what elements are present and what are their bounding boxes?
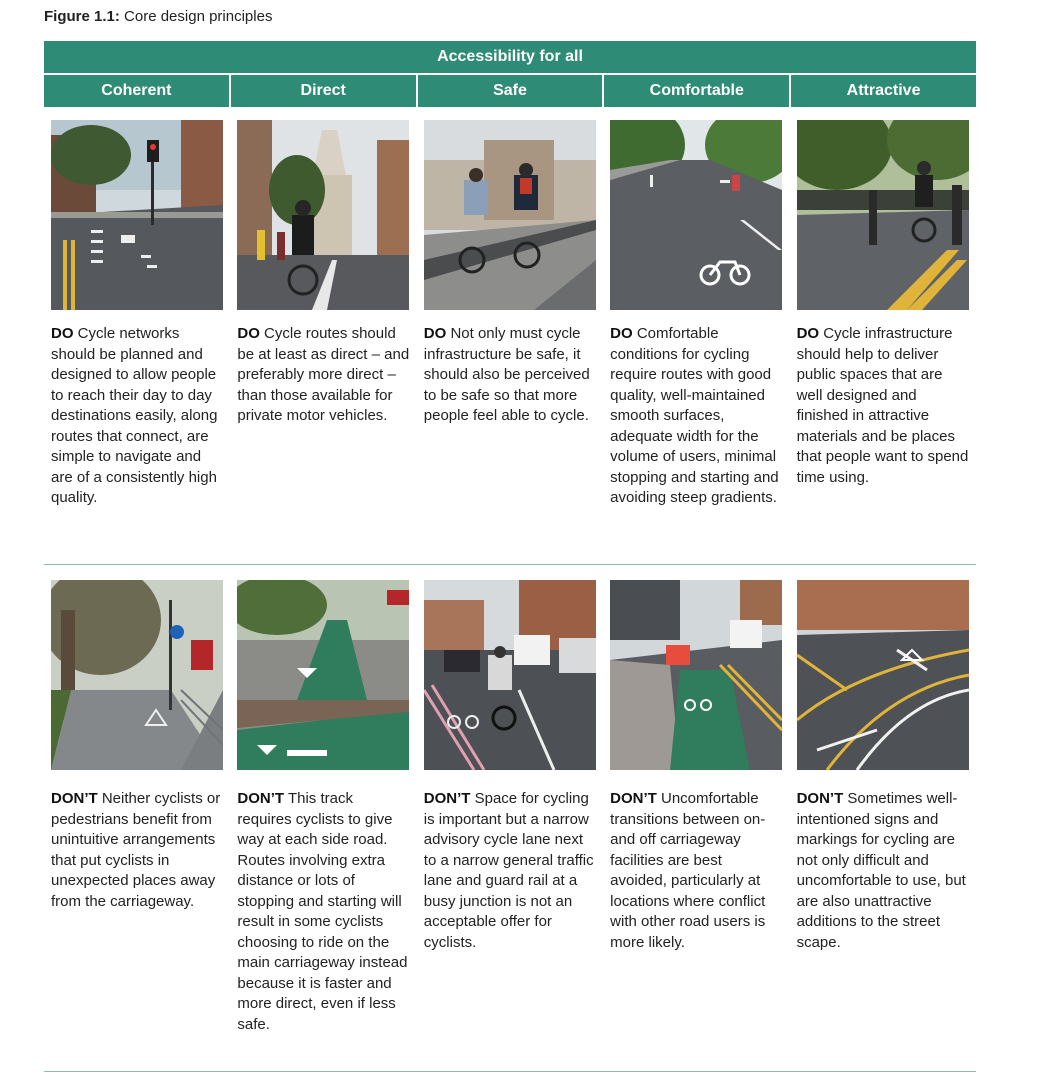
- divider: [44, 564, 976, 565]
- dont-lead: DON’T: [796, 790, 844, 807]
- figure-title: Core design principles: [124, 8, 273, 25]
- do-lead: DO: [796, 325, 820, 342]
- cycle-lane-photo-icon: [610, 120, 782, 310]
- dont-body: Sometimes well-intentioned signs and markings for cycling are not only difficult and uncomfortable to use, but are also unattractive additions to the street scape.: [796, 790, 966, 951]
- do-body: Comfortable conditions for cycling require routes with good quality, well-maintained smooth surfaces, adequate width for the volume of users, minimal stopping and starting and avoiding steep gradients.: [610, 325, 779, 506]
- do-lead: DO: [51, 325, 74, 342]
- dont-text-direct: [237, 789, 409, 1035]
- dont-body: Neither cyclists or pedestrians benefit from unintuitive arrangements that put cyclists in unexpected places away from the carriageway.: [51, 790, 221, 910]
- dont-lead: DON’T: [610, 790, 657, 807]
- do-cell-attractive: [790, 120, 976, 560]
- transition-photo-icon: [610, 580, 782, 770]
- dont-text-coherent: [51, 789, 223, 912]
- do-row: [44, 120, 976, 560]
- accessibility-banner: Accessibility for all: [44, 41, 976, 73]
- header-attractive: Attractive: [791, 75, 976, 107]
- junction-photo-icon: [51, 120, 223, 310]
- do-text-direct: [237, 324, 409, 427]
- principle-headers: [44, 75, 976, 107]
- divider-bottom: [44, 1071, 976, 1072]
- do-lead: DO: [237, 325, 260, 342]
- do-text-safe: [424, 324, 596, 427]
- dont-cell-comfortable: [603, 580, 789, 1070]
- dont-body: This track requires cyclists to give way at each side road. Routes involving extra distance or lots of stopping and starting will result in some cyclists choosing to ride on the main carriageway instead because it is faster and more direct, even if less safe.: [237, 790, 408, 1033]
- do-body: Cycle infrastructure should help to deliver public spaces that are well designed and finished in attractive materials and be places that people want to spend time using.: [796, 325, 969, 486]
- cycle-track-photo-icon: [424, 120, 596, 310]
- do-body: Cycle networks should be planned and designed to allow people to reach their day to day destinations easily, along routes that connect, are simple to navigate and are of a consistently high quality.: [51, 325, 218, 506]
- dont-cell-safe: [417, 580, 603, 1070]
- shared-path-photo-icon: [51, 580, 223, 770]
- dont-body: Uncomfortable transitions between on-and off carriageway facilities are best avoided, particularly at locations where conflict with other road users is more likely.: [610, 790, 766, 951]
- do-lead: DO: [610, 325, 633, 342]
- dont-text-attractive: [797, 789, 969, 953]
- dont-text-comfortable: [610, 789, 782, 953]
- header-safe: Safe: [418, 75, 605, 107]
- do-body: Not only must cycle infrastructure be safe, it should also be perceived to be safe so that more people feel able to cycle.: [423, 325, 590, 424]
- do-cell-safe: [417, 120, 603, 560]
- do-text-coherent: [51, 324, 223, 509]
- do-cell-comfortable: [603, 120, 789, 560]
- header-direct: Direct: [231, 75, 418, 107]
- dont-lead: DON’T: [237, 790, 285, 807]
- markings-photo-icon: [797, 580, 969, 770]
- header-coherent: Coherent: [44, 75, 231, 107]
- plaza-photo-icon: [797, 120, 969, 310]
- dont-cell-coherent: [44, 580, 230, 1070]
- dont-text-safe: [424, 789, 596, 953]
- dont-cell-attractive: [790, 580, 976, 1070]
- do-cell-coherent: [44, 120, 230, 560]
- figure-caption: [44, 8, 272, 25]
- city-cyclists-photo-icon: [237, 120, 409, 310]
- dont-row: [44, 580, 976, 1070]
- do-text-attractive: [797, 324, 969, 488]
- advisory-lane-photo-icon: [424, 580, 596, 770]
- figure-label: Figure 1.1:: [44, 8, 120, 25]
- do-lead: DO: [423, 325, 447, 342]
- do-body: Cycle routes should be at least as direct – and preferably more direct – than those available for private motor vehicles.: [237, 325, 410, 424]
- dont-lead: DON’T: [423, 790, 471, 807]
- do-text-comfortable: [610, 324, 782, 509]
- dont-body: Space for cycling is important but a narrow advisory cycle lane next to a narrow general traffic lane and guard rail at a busy junction is not an acceptable offer for cyclists.: [423, 790, 594, 951]
- do-cell-direct: [230, 120, 416, 560]
- dont-lead: DON’T: [51, 790, 98, 807]
- header-comfortable: Comfortable: [604, 75, 791, 107]
- dont-cell-direct: [230, 580, 416, 1070]
- green-track-photo-icon: [237, 580, 409, 770]
